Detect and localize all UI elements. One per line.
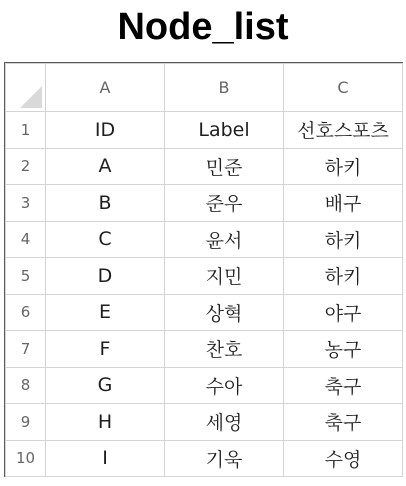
cell-sport[interactable]: 하키 [284, 221, 403, 258]
column-header-c[interactable]: C [284, 64, 403, 112]
cell-id[interactable]: E [46, 294, 165, 331]
row-header[interactable]: 2 [6, 148, 46, 185]
cell-sport[interactable]: 축구 [284, 404, 403, 441]
row-header[interactable]: 8 [6, 367, 46, 404]
row-header[interactable]: 1 [6, 112, 46, 149]
cell-label[interactable]: 수아 [165, 367, 284, 404]
row-header[interactable]: 6 [6, 294, 46, 331]
cell-sport[interactable]: 배구 [284, 185, 403, 222]
table-row [6, 331, 403, 368]
table-row [6, 148, 403, 185]
table-row [6, 185, 403, 222]
table-row [6, 258, 403, 295]
cell-sport[interactable]: 하키 [284, 258, 403, 295]
cell-id[interactable]: D [46, 258, 165, 295]
row-header[interactable]: 5 [6, 258, 46, 295]
row-header[interactable]: 7 [6, 331, 46, 368]
select-all-triangle-icon [20, 86, 42, 108]
table-row [6, 367, 403, 404]
cell-sport[interactable]: 농구 [284, 331, 403, 368]
cell-label[interactable]: 세영 [165, 404, 284, 441]
cell-label[interactable]: 민준 [165, 148, 284, 185]
column-header-row [6, 64, 403, 112]
node-list-table [5, 63, 403, 477]
cell-label[interactable]: 찬호 [165, 331, 284, 368]
cell-label[interactable]: 준우 [165, 185, 284, 222]
row-header[interactable]: 4 [6, 221, 46, 258]
row-header[interactable]: 9 [6, 404, 46, 441]
cell-sport[interactable]: 수영 [284, 440, 403, 477]
cell-id[interactable]: A [46, 148, 165, 185]
table-row [6, 294, 403, 331]
cell-label[interactable]: Label [165, 112, 284, 149]
cell-sport[interactable]: 축구 [284, 367, 403, 404]
cell-label[interactable]: 기욱 [165, 440, 284, 477]
column-header-a[interactable]: A [46, 64, 165, 112]
cell-label[interactable]: 지민 [165, 258, 284, 295]
spreadsheet-grid [4, 62, 403, 477]
cell-id[interactable]: ID [46, 112, 165, 149]
cell-sport[interactable]: 하키 [284, 148, 403, 185]
table-row [6, 112, 403, 149]
cell-label[interactable]: 상혁 [165, 294, 284, 331]
table-row [6, 404, 403, 441]
cell-id[interactable]: I [46, 440, 165, 477]
select-all-corner[interactable] [6, 64, 46, 112]
cell-sport[interactable]: 야구 [284, 294, 403, 331]
cell-id[interactable]: C [46, 221, 165, 258]
table-row [6, 221, 403, 258]
table-row [6, 440, 403, 477]
cell-id[interactable]: B [46, 185, 165, 222]
cell-id[interactable]: F [46, 331, 165, 368]
column-header-b[interactable]: B [165, 64, 284, 112]
row-header[interactable]: 10 [6, 440, 46, 477]
page-title: Node_list [117, 6, 289, 48]
cell-label[interactable]: 윤서 [165, 221, 284, 258]
cell-id[interactable]: H [46, 404, 165, 441]
cell-sport[interactable]: 선호스포츠 [284, 112, 403, 149]
cell-id[interactable]: G [46, 367, 165, 404]
row-header[interactable]: 3 [6, 185, 46, 222]
